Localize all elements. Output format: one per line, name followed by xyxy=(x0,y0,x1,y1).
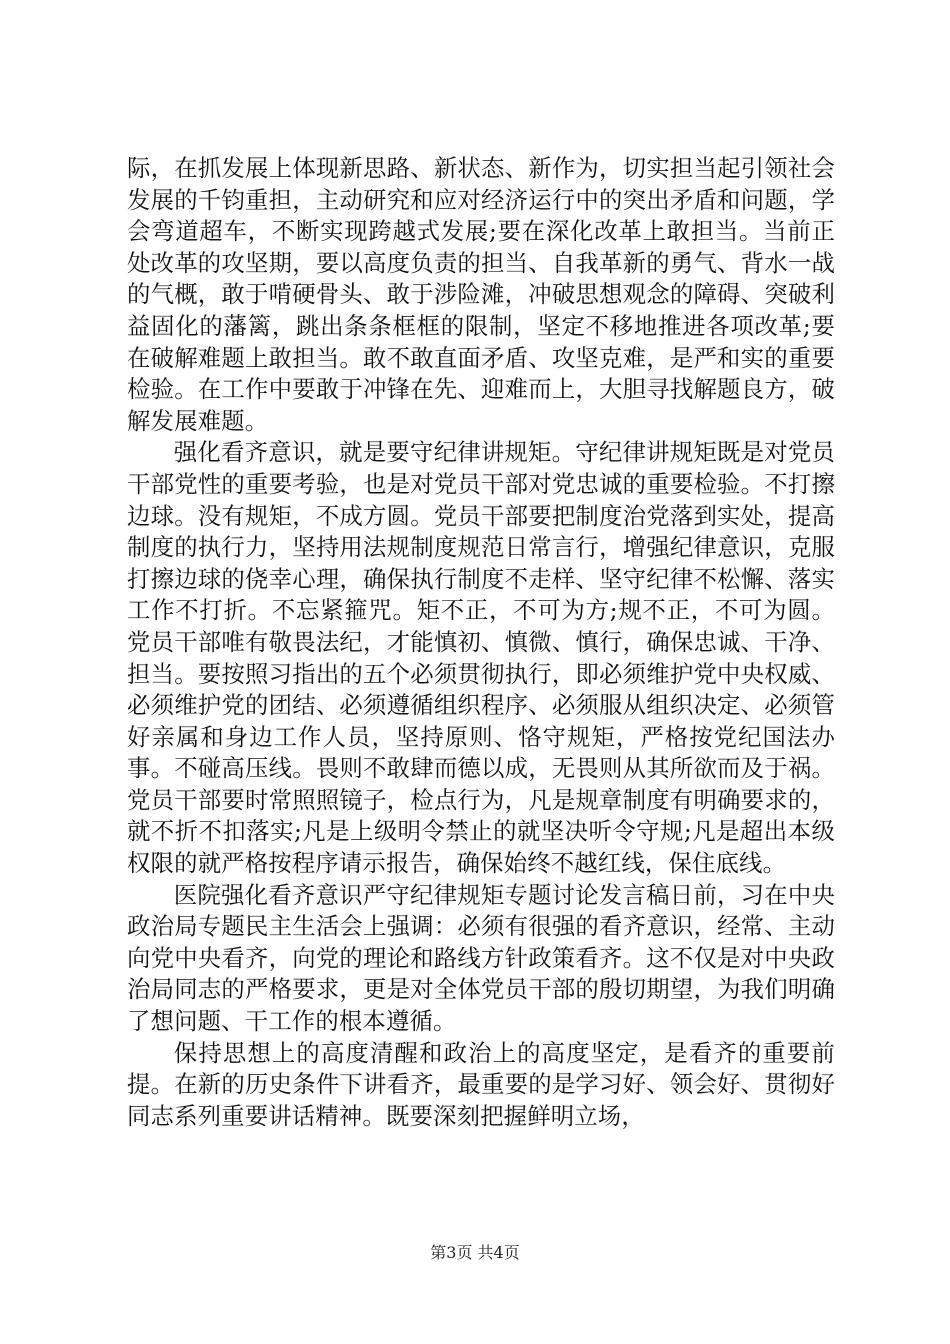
paragraph-speech-intro: 医院强化看齐意识严守纪律规矩专题讨论发言稿日前，习在中央政治局专题民主生活会上强调：必须有很强的看齐意识，经常、主动向党中央看齐，向党的理论和路线方针政策看齐。这不仅是对中央政治局同志的严格要求，更是对全体党员干部的殷切期望，为我们明确了想问题、干工作的根本遵循。 xyxy=(127,880,835,1036)
paragraph-continuation: 际，在抓发展上体现新思路、新状态、新作为，切实担当起引领社会发展的千钧重担，主动研究和应对经济运行中的突出矛盾和问题，学会弯道超车，不断实现跨越式发展;要在深化改革上敢担当。当前正处改革的攻坚期，要以高度负责的担当、自我革新的勇气、背水一战的气概，敢于啃硬骨头、敢于涉险滩，冲破思想观念的障碍、突破利益固化的藩篱，跳出条条框框的限制，坚定不移地推进各项改革;要在破解难题上敢担当。敢不敢直面矛盾、攻坚克难，是严和实的重要检验。在工作中要敢于冲锋在先、迎难而上，大胆寻找解题良方，破解发展难题。 xyxy=(127,154,835,435)
document-body xyxy=(127,153,835,1132)
paragraph-premise: 保持思想上的高度清醒和政治上的高度坚定，是看齐的重要前提。在新的历史条件下讲看齐，最重要的是学习好、领会好、贯彻好同志系列重要讲话精神。既要深刻把握鲜明立场， xyxy=(127,1038,835,1130)
paragraph-discipline: 强化看齐意识，就是要守纪律讲规矩。守纪律讲规矩既是对党员干部党性的重要考验，也是对党员干部对党忠诚的重要检验。不打擦边球。没有规矩，不成方圆。党员干部要把制度治党落到实处，提高制度的执行力，坚持用法规制度规范日常言行，增强纪律意识，克服打擦边球的侥幸心理，确保执行制度不走样、坚守纪律不松懈、落实工作不打折。不忘紧箍咒。矩不正，不可为方;规不正，不可为圆。党员干部唯有敬畏法纪，才能慎初、慎微、慎行，确保忠诚、干净、担当。要按照习指出的五个必须贯彻执行，即必须维护党中央权威、必须维护党的团结、必须遵循组织程序、必须服从组织决定、必须管好亲属和身边工作人员，坚持原则、恪守规矩，严格按党纪国法办事。不碰高压线。畏则不敢肆而德以成，无畏则从其所欲而及于祸。党员干部要时常照照镜子，检点行为，凡是规章制度有明确要求的，就不折不扣落实;凡是上级明令禁止的就坚决听令守规;凡是超出本级权限的就严格按程序请示报告，确保始终不越红线，保住底线。 xyxy=(127,438,835,878)
page-number-footer: 第3页 共4页 xyxy=(430,1243,520,1262)
